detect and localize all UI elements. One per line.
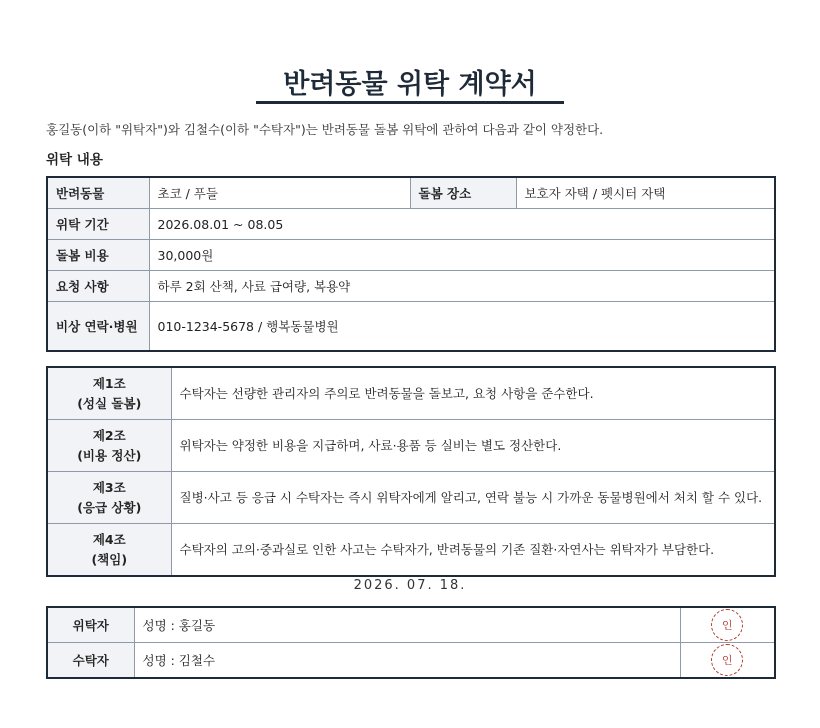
signature-role: 위탁자 bbox=[47, 607, 134, 643]
section-title: 위탁 내용 bbox=[46, 152, 103, 168]
article-number: 제4조 bbox=[92, 531, 126, 547]
contract-date: 2026. 07. 18. bbox=[353, 578, 467, 593]
article-title: (비용 정산) bbox=[77, 447, 142, 463]
table-row bbox=[47, 177, 775, 209]
fee-label: 돌봄 비용 bbox=[47, 240, 149, 271]
signature-name: 성명 : 김철수 bbox=[134, 643, 680, 679]
intro-text: 홍길동(이하 "위탁자")와 김철수(이하 "수탁자")는 반려동물 돌봄 위탁에 관하여 다음과 같이 약정한다. bbox=[46, 122, 604, 137]
article-text: 질병·사고 등 응급 시 수탁자는 즉시 위탁자에게 알리고, 연락 불능 시 가까운 동물병원에서 처치 할 수 있다. bbox=[171, 472, 775, 524]
article-number: 제3조 bbox=[92, 479, 126, 495]
place-value: 보호자 자택 / 펫시터 자택 bbox=[516, 177, 775, 209]
signature-row bbox=[47, 607, 775, 643]
article-title: (응급 상황) bbox=[77, 499, 142, 515]
period-value: 2026.08.01 ~ 08.05 bbox=[149, 209, 775, 240]
seal-stamp-icon: 인 bbox=[711, 644, 743, 676]
article-text: 수탁자의 고의·중과실로 인한 사고는 수탁자가, 반려동물의 기존 질환·자연사는 위탁자가 부담한다. bbox=[171, 524, 775, 577]
table-row bbox=[47, 209, 775, 240]
fee-value: 30,000원 bbox=[149, 240, 775, 271]
document-title: 반려동물 위탁 계약서 bbox=[283, 69, 537, 100]
emergency-value: 010-1234-5678 / 행복동물병원 bbox=[149, 302, 775, 352]
seal-stamp-icon: 인 bbox=[711, 609, 743, 641]
article-number: 제2조 bbox=[92, 427, 126, 443]
emergency-label: 비상 연락·병원 bbox=[47, 302, 149, 352]
article-row bbox=[47, 367, 775, 420]
article-row bbox=[47, 472, 775, 524]
title-underline bbox=[256, 101, 564, 104]
article-row bbox=[47, 420, 775, 472]
article-title: (책임) bbox=[91, 551, 128, 567]
table-row bbox=[47, 271, 775, 302]
table-row bbox=[47, 240, 775, 271]
signature-role: 수탁자 bbox=[47, 643, 134, 679]
request-value: 하루 2회 산책, 사료 급여량, 복용약 bbox=[149, 271, 775, 302]
place-label: 돌봄 장소 bbox=[410, 177, 516, 209]
signature-row bbox=[47, 643, 775, 679]
table-row bbox=[47, 302, 775, 352]
signature-name: 성명 : 홍길동 bbox=[134, 607, 680, 643]
article-title: (성실 돌봄) bbox=[77, 395, 142, 411]
article-row bbox=[47, 524, 775, 577]
article-text: 수탁자는 선량한 관리자의 주의로 반려동물을 돌보고, 요청 사항을 준수한다. bbox=[171, 367, 775, 420]
request-label: 요청 사항 bbox=[47, 271, 149, 302]
articles-table bbox=[46, 366, 776, 577]
pet-value: 초코 / 푸들 bbox=[149, 177, 410, 209]
period-label: 위탁 기간 bbox=[47, 209, 149, 240]
pet-label: 반려동물 bbox=[47, 177, 149, 209]
article-number: 제1조 bbox=[92, 375, 126, 391]
article-text: 위탁자는 약정한 비용을 지급하며, 사료·용품 등 실비는 별도 정산한다. bbox=[171, 420, 775, 472]
info-table bbox=[46, 176, 776, 352]
signature-table bbox=[46, 606, 776, 679]
